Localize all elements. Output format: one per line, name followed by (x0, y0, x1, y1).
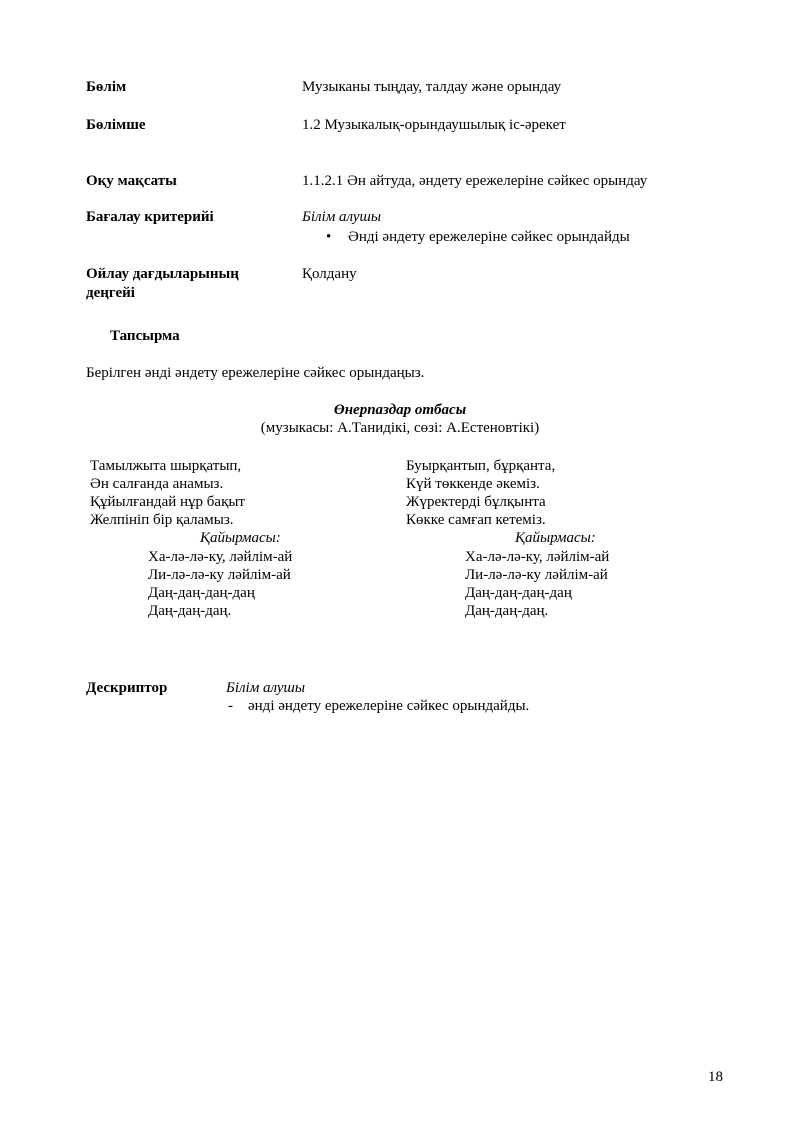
descriptor-item (228, 697, 529, 715)
song-title: Өнерпаздар отбасы (333, 402, 467, 418)
verse2-line: Күй төккенде әкеміз. (406, 476, 540, 492)
task-instruction: Берілген әнді әндету ережелеріне сәйкес орындаңыз. (86, 365, 425, 381)
verse1-line: Ән салғанда анамыз. (90, 476, 224, 492)
verse2-line: Жүректерді бұлқынта (406, 494, 546, 510)
chorus2-line: Даң-даң-даң. (465, 603, 549, 619)
chorus1-line: Ли-лә-лә-ку ләйлім-ай (148, 567, 291, 583)
objective-value: 1.1.2.1 Ән айтуда, әндету ережелеріне сәйкес орындау (302, 173, 648, 189)
chorus2-line: Ли-лә-лә-ку ләйлім-ай (465, 567, 608, 583)
chorus2-line: Ха-лә-лә-ку, ләйлім-ай (465, 549, 610, 565)
verse2-line: Көкке самғап кетеміз. (406, 512, 546, 528)
verse1-line: Құйылғандай нұр бақыт (90, 494, 245, 510)
descriptor-label: Дескриптор (86, 680, 168, 696)
criteria-item-text: Әнді әндету ережелеріне сәйкес орындайды (348, 229, 630, 245)
section-label: Бөлім (86, 79, 127, 95)
dash-marker: - (228, 698, 233, 714)
verse1-line: Желпініп бір қаламыз. (90, 512, 234, 528)
chorus1-line: Даң-даң-даң. (148, 603, 232, 619)
verse1-line: Тамылжыта шырқатып, (90, 458, 242, 474)
criteria-label: Бағалау критерийі (86, 209, 214, 225)
thinking-label-line2: деңгейі (86, 285, 135, 301)
thinking-value: Қолдану (302, 266, 357, 282)
section-value: Музыканы тыңдау, талдау және орындау (302, 79, 562, 95)
song-credits: (музыкасы: А.Танидікі, сөзі: А.Естеновтікі) (260, 420, 540, 436)
descriptor-item-text: әнді әндету ережелеріне сәйкес орындайды. (248, 698, 530, 714)
criteria-item (326, 228, 630, 246)
chorus-label-left: Қайырмасы: (200, 530, 281, 546)
chorus1-line: Ха-лә-лә-ку, ләйлім-ай (148, 549, 293, 565)
subsection-value: 1.2 Музыкалық-орындаушылық іс-әрекет (302, 117, 566, 133)
subsection-label: Бөлімше (86, 117, 146, 133)
chorus1-line: Даң-даң-даң-даң (148, 585, 255, 601)
chorus-label-right: Қайырмасы: (515, 530, 596, 546)
task-heading: Тапсырма (110, 328, 180, 344)
page-number: 18 (708, 1069, 723, 1085)
objective-label: Оқу мақсаты (86, 173, 177, 189)
thinking-label-line1: Ойлау дағдыларының (86, 266, 239, 282)
criteria-intro: Білім алушы (302, 209, 382, 225)
verse2-line: Буырқантып, бұрқанта, (406, 458, 556, 474)
chorus2-line: Даң-даң-даң-даң (465, 585, 572, 601)
descriptor-intro: Білім алушы (226, 680, 306, 696)
